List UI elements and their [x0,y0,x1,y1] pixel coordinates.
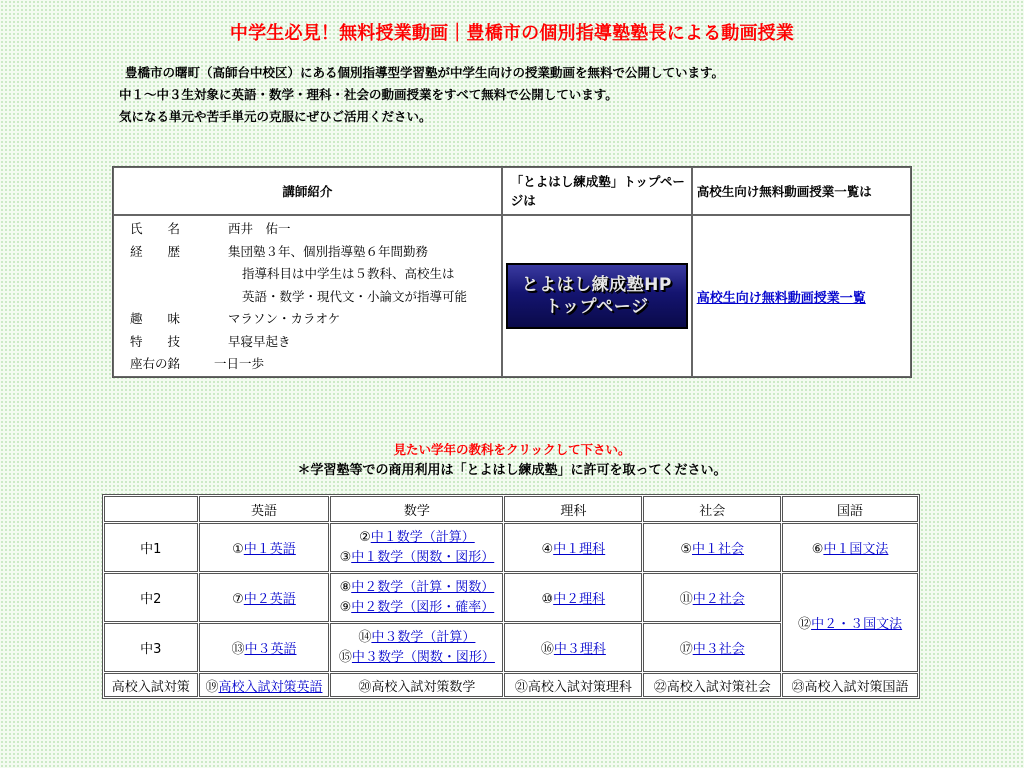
profile-name-row [130,218,493,241]
num-4: ④ [541,542,554,557]
cell-g1-english [199,523,330,572]
banner-line-2: トップページ [544,297,649,317]
num-2: ② [359,529,371,545]
link-g3-social[interactable]: 中３社会 [692,642,745,657]
header-instructor: 講師紹介 [113,167,502,215]
link-g3-math-calc[interactable]: 中３数学（計算） [371,629,476,645]
profile-career-line-3: 英語・数学・現代文・小論文が指導可能 [242,288,468,304]
header-math: 数学 [330,496,503,522]
top-page-banner-cell [502,215,692,377]
intro-line-1: 豊橋市の曙町（高師台中校区）にある個別指導型学習塾が中学生向けの授業動画を無料で公開しています。 [125,65,725,80]
num-11: ⑪ [679,592,693,607]
intro-line-2: 中１～中３生対象に英語・数学・理科・社会の動画授業をすべて無料で公開しています。 [119,87,618,102]
g2-math-line-2 [331,598,502,618]
high-school-videos-link[interactable]: 高校生向け無料動画授業一覧 [696,290,866,306]
cell-g2-science [504,573,642,622]
grade-label-1: 中1 [104,523,198,572]
link-g1-japanese[interactable]: 中１国文法 [823,542,889,557]
link-g1-math-func[interactable]: 中１数学（関数・図形） [351,549,495,565]
cell-g1-science [504,523,642,572]
link-g2-english[interactable]: 中２英語 [243,592,296,607]
link-g23-japanese[interactable]: 中２・３国文法 [811,617,903,632]
header-top-page: 「とよはし練成塾」トップページは [502,167,692,215]
profile-motto-row [130,353,493,376]
profile-career-row [130,241,493,264]
cell-exam-math: ⑳高校入試対策数学 [330,673,503,697]
instructor-profile [113,215,502,377]
cell-exam-japanese: ㉓高校入試対策国語 [782,673,918,697]
num-8: ⑧ [339,579,352,595]
link-g2-science[interactable]: 中２理科 [553,592,606,607]
profile-skill-row [130,331,493,354]
commercial-use-notice: ＊学習塾等での商用利用は「とよはし練成塾」に許可を取ってください。 [297,463,727,478]
grade-label-2: 中2 [104,573,198,622]
g2-math-line-1 [331,578,502,598]
profile-hobby-label: 趣 味 [130,311,181,326]
cell-g1-social [643,523,781,572]
num-9: ⑨ [339,599,352,615]
num-13: ⑬ [231,642,245,657]
cell-g23-japanese [782,573,918,672]
link-g2-social[interactable]: 中２社会 [692,592,745,607]
link-g1-social[interactable]: 中１社会 [692,542,745,557]
instructor-info-table [112,166,912,378]
profile-name-label: 氏 名 [130,221,181,236]
profile-career: 集団塾３年、個別指導塾６年間勤務 [228,243,429,259]
cell-g3-social [643,623,781,672]
num-15: ⑮ [338,649,352,665]
high-school-link-cell [692,215,911,377]
profile-hobby-row [130,308,493,331]
top-page-banner-button[interactable] [506,263,688,329]
num-3: ③ [339,549,352,565]
g1-math-line-2 [331,548,502,568]
link-g3-math-func[interactable]: 中３数学（関数・図形） [351,649,495,665]
g3-math-line-1 [331,628,502,648]
click-instruction: 見たい学年の教科をクリックして下さい。 [393,442,631,457]
link-g1-science[interactable]: 中１理科 [553,542,606,557]
banner-line-1: とよはし練成塾HP [521,275,672,295]
cell-exam-social: ㉒高校入試対策社会 [643,673,781,697]
header-english: 英語 [199,496,330,522]
profile-career-line-2: 指導科目は中学生は５教科、高校生は [242,266,455,281]
profile-motto-label: 座右の銘 [130,356,181,371]
cell-g3-math [330,623,503,672]
link-g1-math-calc[interactable]: 中１数学（計算） [370,529,475,545]
exam-prep-label: 高校入試対策 [104,673,198,697]
profile-name: 西井 佑一 [228,221,291,236]
cell-exam-english [199,673,330,697]
link-g2-math-calc[interactable]: 中２数学（計算・関数） [351,579,495,595]
link-exam-english[interactable]: 高校入試対策英語 [218,679,323,695]
header-science: 理科 [504,496,642,522]
cell-g1-japanese [782,523,918,572]
profile-career-label: 経 歴 [130,243,181,259]
profile-hobby: マラソン・カラオケ [228,311,341,326]
intro-text [119,62,724,128]
page-title: 中学生必見！無料授業動画｜豊橋市の個別指導塾塾長による動画授業 [229,23,795,44]
cell-g1-math [330,523,503,572]
cell-g2-english [199,573,330,622]
profile-skill-label: 特 技 [130,333,181,349]
cell-g3-english [199,623,330,672]
num-6: ⑥ [811,542,824,557]
header-japanese: 国語 [782,496,918,522]
cell-exam-science: ㉑高校入試対策理科 [504,673,642,697]
grade-label-3: 中3 [104,623,198,672]
num-7: ⑦ [232,592,244,607]
num-12: ⑫ [798,617,812,632]
num-14: ⑭ [358,629,372,645]
num-19: ⑲ [205,679,219,695]
num-16: ⑯ [540,642,554,657]
link-g1-english[interactable]: 中１英語 [243,542,296,557]
num-17: ⑰ [679,642,693,657]
profile-skill: 早寝早起き [228,333,291,349]
profile-motto: 一日一歩 [214,356,265,371]
intro-line-3: 気になる単元や苦手単元の克服にぜひご活用ください。 [119,109,432,124]
cell-g3-science [504,623,642,672]
g3-math-line-2 [331,648,502,668]
header-empty [104,496,198,522]
cell-g2-social [643,573,781,622]
link-g3-english[interactable]: 中３英語 [244,642,297,657]
header-high-school: 高校生向け無料動画授業一覧は [692,167,911,215]
num-5: ⑤ [680,542,693,557]
cell-g2-math [330,573,503,622]
g1-math-line-1 [331,528,502,548]
subjects-table [102,494,920,699]
num-1: ① [232,542,244,557]
link-g2-math-geom[interactable]: 中２数学（図形・確率） [351,599,495,615]
link-g3-science[interactable]: 中３理科 [553,642,606,657]
header-social: 社会 [643,496,781,522]
num-10: ⑩ [541,592,554,607]
